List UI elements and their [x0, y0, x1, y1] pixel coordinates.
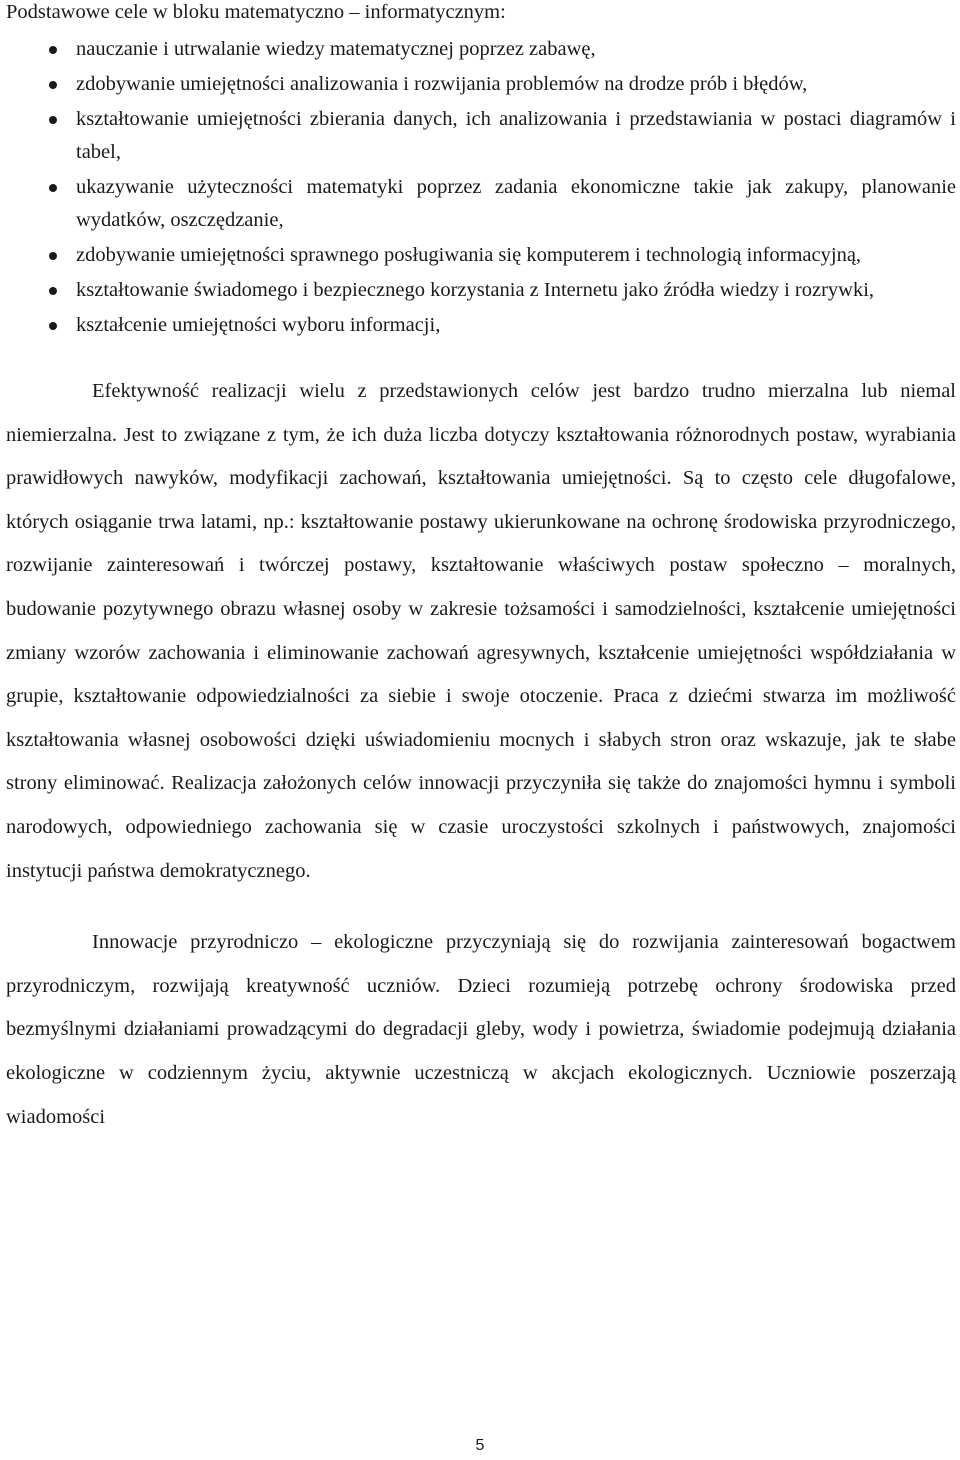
list-item-text: kształtowanie umiejętności zbierania danych, ich analizowania i przedstawiania w postaci diagramów i tabel,: [76, 108, 956, 163]
bullet-icon: [49, 81, 57, 89]
bullet-icon: [49, 116, 57, 124]
list-item-text: kształcenie umiejętności wyboru informacji,: [76, 314, 441, 336]
goals-list: [6, 33, 956, 342]
body-paragraph: Efektywność realizacji wielu z przedstawionych celów jest bardzo trudno mierzalna lub niemal niemierzalna. Jest to związane z tym, że ich duża liczba dotyczy kształtowania różnorodnych postaw, wyrabiania prawidłowych nawyków, modyfikacji zachowań, kształtowania umiejętności. Są to często cele długofalowe, których osiąganie trwa latami, np.: kształtowanie postawy ukierunkowane na ochronę środowiska przyrodniczego, rozwijanie zainteresowań i twórczej postawy, kształtowanie właściwych postaw społeczno – moralnych, budowanie pozytywnego obrazu własnej osoby w zakresie tożsamości i samodzielności, kształcenie umiejętności zmiany wzorów zachowania i eliminowanie zachowań agresywnych, kształcenie umiejętności współdziałania w grupie, kształtowanie odpowiedzialności za siebie i swoje otoczenie. Praca z dziećmi stwarza im możliwość kształtowania własnej osobowości dzięki uświadomieniu mocnych i słabych stron oraz wskazuje, jak te słabe strony eliminować. Realizacja założonych celów innowacji przyczyniła się także do znajomości hymnu i symboli narodowych, odpowiedniego zachowania się w czasie uroczystości szkolnych i państwowych, znajomości instytucji państwa demokratycznego.: [6, 380, 956, 882]
list-item: [6, 33, 956, 66]
list-item-text: zdobywanie umiejętności analizowania i rozwijania problemów na drodze prób i błędów,: [76, 73, 808, 95]
list-item-text: ukazywanie użyteczności matematyki poprzez zadania ekonomiczne takie jak zakupy, planowanie wydatków, oszczędzanie,: [76, 176, 956, 231]
list-item: [6, 171, 956, 237]
bullet-icon: [49, 252, 57, 260]
list-item-text: kształtowanie świadomego i bezpiecznego korzystania z Internetu jako źródła wiedzy i rozrywki,: [76, 279, 875, 301]
list-item: [6, 103, 956, 169]
list-item: [6, 309, 956, 342]
bullet-icon: [49, 184, 57, 192]
list-item: [6, 239, 956, 272]
document-page: [6, 0, 956, 1139]
body-paragraph: Innowacje przyrodniczo – ekologiczne przyczyniają się do rozwijania zainteresowań bogactwem przyrodniczym, rozwijają kreatywność uczniów. Dzieci rozumieją potrzebę ochrony środowiska przed bezmyślnymi działaniami prowadzącymi do degradacji gleby, wody i powietrza, świadomie podejmują działania ekologiczne w codziennym życiu, aktywnie uczestniczą w akcjach ekologicznych. Uczniowie poszerzają wiadomości: [6, 931, 956, 1128]
bullet-icon: [49, 46, 57, 54]
section-heading: Podstawowe cele w bloku matematyczno – informatycznym:: [6, 1, 506, 23]
page-number: 5: [475, 1437, 485, 1454]
list-item-text: nauczanie i utrwalanie wiedzy matematycznej poprzez zabawę,: [76, 38, 596, 60]
list-item-text: zdobywanie umiejętności sprawnego posługiwania się komputerem i technologią informacyjną,: [76, 244, 862, 266]
list-item: [6, 274, 956, 307]
bullet-icon: [49, 287, 57, 295]
bullet-icon: [49, 322, 57, 330]
list-item: [6, 68, 956, 101]
